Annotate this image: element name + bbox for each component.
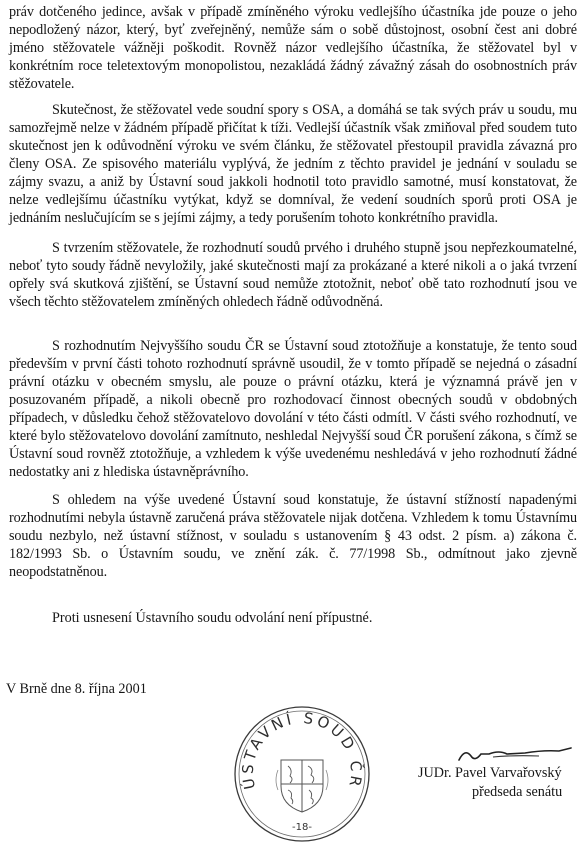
paragraph-3: S tvrzením stěžovatele, že rozhodnutí soudů prvého i druhého stupně jsou nepřezkoumatelné, neboť tyto soudy řádně nevyložily, jaké skutečnosti mají za prokázané a které nikoli a o jaká tvrzení opřely svá skutková zjištění, se Ústavní soud nemůže ztotožnit, neboť obě tato rozhodnutí jsou ve všech těchto stěžovatelem zmíněných ohledech řádně odůvodněná. <box>9 240 577 310</box>
appeal-notice: Proti usnesení Ústavního soudu odvolání není přípustné. <box>52 610 373 626</box>
paragraph-1: práv dotčeného jedince, avšak v případě zmíněného výroku vedlejšího účastníka jde pouze o jeho nepodložený názor, který, byť zveřejněný, nemůže sám o sobě důstojnost, osobní čest ani dobré jméno stěžovatele vážněji poškodit. Rovněž názor vedlejšího účastníka, že stěžovatel byl v konkrétním roce teletextovým monopolistou, nezakládá žádný závažný zásah do osobnostních práv stěžovatele. <box>9 4 577 92</box>
paragraph-2: Skutečnost, že stěžovatel vede soudní spory s OSA, a domáhá se tak svých práv u soudu, mu samozřejmě nelze v žádném případě přičítat k tíži. Vedlejší účastník však zmiňoval před soudem tuto skutečnost jen k odůvodnění výroku ve svém článku, že stěžovatel přestoupil pravidla závazná pro členy OSA. Ze spisového materiálu vyplývá, že jedním z těchto pravidel je jednání v souladu se zájmy svazu, a aniž by Ústavní soud jakkoli hodnotil toto pravidlo samotné, musí konstatovat, že nelze vedlejšímu účastníku vytýkat, když se domníval, že vedení soudních sporů proti OSA je jednáním neslučujícím se s jejími zájmy, a tedy porušením tohoto konkrétního pravidla. <box>9 102 577 226</box>
coat-of-arms-icon <box>276 760 328 812</box>
signatory-role: předseda senátu <box>472 784 563 800</box>
paragraph-4: S rozhodnutím Nejvyššího soudu ČR se Ústavní soud ztotožňuje a konstatuje, že tento soud především v první části tohoto rozhodnutí správně usoudil, že v tomto případě se nejedná o zásadní právní otázku v obecném smyslu, ale pouze o právní otázku, která je významná právě jen v posuzovaném případě, a nikoli obecně pro rozhodovací činnost obecných soudů v obdobných případech, v důsledku čehož stěžovatelovo dovolání v této části odmítl. V části svého rozhodnutí, ve které bylo stěžovatelovo dovolání zamítnuto, neshledal Nejvyšší soud ČR porušení zákona, s čímž se Ústavní soud rovněž ztotožňuje, a vzhledem k výše uvedenému neshledává v jeho rozhodnutí žádné nedostatky ani z hlediska ústavněprávního. <box>9 338 577 480</box>
signatory-name: JUDr. Pavel Varvařovský <box>418 765 562 781</box>
court-stamp <box>232 704 372 844</box>
paragraph-5: S ohledem na výše uvedené Ústavní soud konstatuje, že ústavní stížností napadenými rozhodnutími nebyla ústavně zaručená práva stěžovatele nijak dotčena. Vzhledem k tomu Ústavnímu soudu nezbylo, než ústavní stížnost, v souladu s ustanovením § 43 odst. 2 písm. a) zákona č. 182/1993 Sb. o Ústavním soudu, ve znění zák. č. 77/1998 Sb., odmítnout jako zjevně neopodstatněnou. <box>9 492 577 580</box>
signature-icon <box>455 742 575 766</box>
place-date: V Brně dne 8. října 2001 <box>6 681 147 697</box>
stamp-number: -18- <box>292 822 312 833</box>
stamp-text: ÚSTAVNÍ SOUD ČR <box>238 708 366 791</box>
